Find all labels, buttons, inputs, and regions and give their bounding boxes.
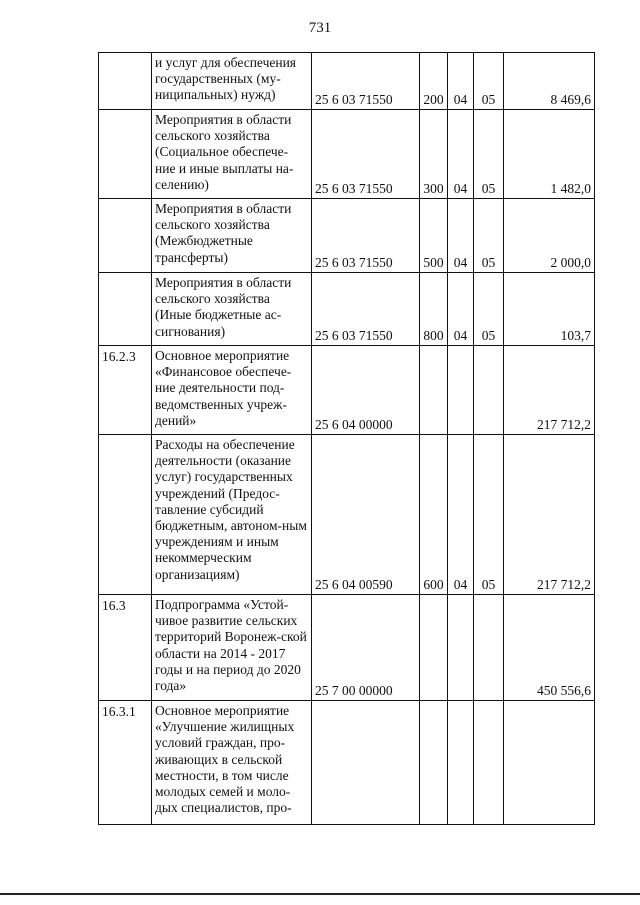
row-subsection: 05 [474, 53, 504, 110]
row-expense-type: 300 [420, 110, 448, 199]
row-description: Основное мероприятие «Улучшение жилищных условий граждан, про-живающих в сельской местности, в том числе молодых семей и моло-дых специалистов, про- [152, 701, 312, 825]
row-expense-type: 200 [420, 53, 448, 110]
row-amount: 450 556,6 [504, 595, 595, 701]
row-amount: 1 482,0 [504, 110, 595, 199]
row-expense-type [420, 701, 448, 825]
row-section [448, 595, 474, 701]
row-section: 04 [448, 110, 474, 199]
row-target-code: 25 6 03 71550 [312, 53, 420, 110]
row-target-code: 25 6 04 00590 [312, 435, 420, 595]
row-amount [504, 701, 595, 825]
row-expense-type: 500 [420, 199, 448, 273]
row-subsection: 05 [474, 273, 504, 346]
page-number: 731 [308, 20, 332, 36]
row-target-code: 25 6 04 00000 [312, 346, 420, 435]
table-row [99, 273, 595, 346]
row-number [99, 435, 152, 595]
row-subsection [474, 595, 504, 701]
row-description: Мероприятия в области сельского хозяйства (Иные бюджетные ас-сигнования) [152, 273, 312, 346]
row-subsection [474, 346, 504, 435]
row-number: 16.3.1 [99, 701, 152, 825]
row-section [448, 701, 474, 825]
row-section: 04 [448, 435, 474, 595]
table-row [99, 595, 595, 701]
table-row [99, 110, 595, 199]
row-amount: 217 712,2 [504, 346, 595, 435]
row-expense-type: 600 [420, 435, 448, 595]
table-row [99, 346, 595, 435]
row-number [99, 273, 152, 346]
table-row [99, 701, 595, 825]
row-description: Расходы на обеспечение деятельности (оказание услуг) государственных учреждений (Предос-тавление субсидий бюджетным, автоном-ным учреждениям и иным некоммерческим организациям) [152, 435, 312, 595]
row-amount: 2 000,0 [504, 199, 595, 273]
row-description: Основное мероприятие «Финансовое обеспече-ние деятельности под-ведомственных учреж-дений» [152, 346, 312, 435]
row-target-code [312, 701, 420, 825]
row-target-code: 25 6 03 71550 [312, 199, 420, 273]
row-number: 16.2.3 [99, 346, 152, 435]
row-number [99, 53, 152, 110]
table-row [99, 199, 595, 273]
budget-table [98, 52, 595, 825]
row-subsection: 05 [474, 435, 504, 595]
row-section: 04 [448, 199, 474, 273]
table-row [99, 53, 595, 110]
bottom-edge-line [0, 893, 640, 895]
row-target-code: 25 6 03 71550 [312, 110, 420, 199]
row-subsection: 05 [474, 199, 504, 273]
row-number [99, 110, 152, 199]
row-section: 04 [448, 53, 474, 110]
row-amount: 8 469,6 [504, 53, 595, 110]
row-description: Мероприятия в области сельского хозяйства (Социальное обеспече-ние и иные выплаты на-селению) [152, 110, 312, 199]
row-target-code: 25 7 00 00000 [312, 595, 420, 701]
row-number: 16.3 [99, 595, 152, 701]
row-amount: 103,7 [504, 273, 595, 346]
table-row [99, 435, 595, 595]
row-expense-type [420, 346, 448, 435]
row-description: Подпрограмма «Устой-чивое развитие сельских территорий Воронеж-ской области на 2014 - 2017 годы и на период до 2020 года» [152, 595, 312, 701]
row-section: 04 [448, 273, 474, 346]
row-expense-type: 800 [420, 273, 448, 346]
row-subsection [474, 701, 504, 825]
row-description: и услуг для обеспечения государственных (му-ниципальных) нужд) [152, 53, 312, 110]
row-description: Мероприятия в области сельского хозяйства (Межбюджетные трансферты) [152, 199, 312, 273]
row-expense-type [420, 595, 448, 701]
row-section [448, 346, 474, 435]
row-subsection: 05 [474, 110, 504, 199]
row-number [99, 199, 152, 273]
row-amount: 217 712,2 [504, 435, 595, 595]
row-target-code: 25 6 03 71550 [312, 273, 420, 346]
